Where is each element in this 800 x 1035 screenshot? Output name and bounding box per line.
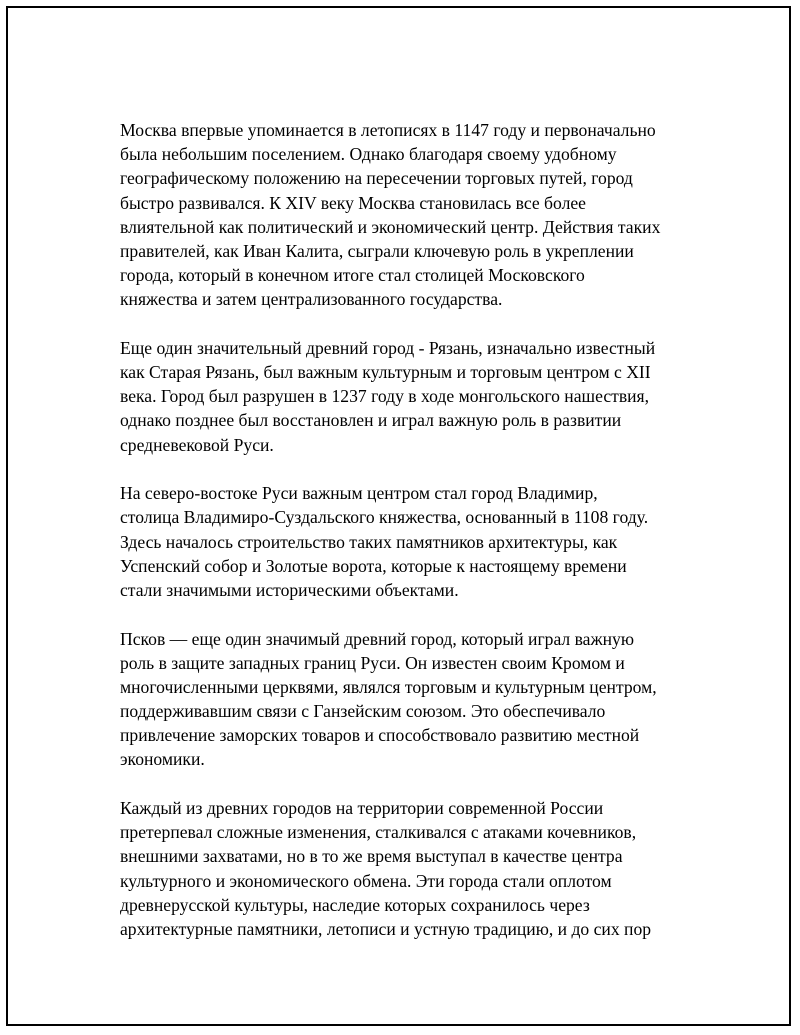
paragraph-ancient-cities xyxy=(120,796,720,941)
paragraph-ryazan xyxy=(120,336,720,457)
text-line: Успенский собор и Золотые ворота, которые к настоящему времени xyxy=(120,555,627,576)
text-line: привлечение заморских товаров и способствовало развитию местной xyxy=(120,725,640,746)
text-line: быстро развивался. К XIV веку Москва становилась все более xyxy=(120,192,586,213)
text-line: претерпевал сложные изменения, сталкивался с атаками кочевников, xyxy=(120,822,637,843)
text-line: поддерживавшим связи с Ганзейским союзом. Это обеспечивало xyxy=(120,701,606,722)
text-line: правителей, как Иван Калита, сыграли ключевую роль в укреплении xyxy=(120,240,634,261)
text-line: архитектурные памятники, летописи и устную традицию, и до сих пор xyxy=(120,919,652,939)
page-frame xyxy=(6,6,791,1026)
text-line: века. Город был разрушен в 1237 году в ходе монгольского нашествия, xyxy=(120,386,650,407)
text-line: Москва впервые упоминается в летописях в 1147 году и первоначально xyxy=(120,120,656,140)
paragraph-vladimir xyxy=(120,481,720,602)
document-body xyxy=(120,118,720,966)
text-line: была небольшим поселением. Однако благодаря своему удобному xyxy=(120,144,617,165)
text-line: Еще один значительный древний город - Рязань, изначально известный xyxy=(120,337,656,358)
paragraph-moscow xyxy=(120,118,720,312)
text-line: столица Владимиро-Суздальского княжества, основанный в 1108 году. xyxy=(120,507,649,528)
text-line: влиятельной как политический и экономический центр. Действия таких xyxy=(120,216,661,237)
text-line: княжества и затем централизованного государства. xyxy=(120,289,503,310)
text-line: однако позднее был восстановлен и играл важную роль в развитии xyxy=(120,410,622,431)
text-line: древнерусской культуры, наследие которых сохранилось через xyxy=(120,894,590,915)
text-line: культурного и экономического обмена. Эти города стали оплотом xyxy=(120,870,612,891)
text-line: роль в защите западных границ Руси. Он известен своим Кромом и xyxy=(120,652,625,673)
text-line: экономики. xyxy=(120,749,205,770)
text-line: многочисленными церквями, являлся торговым и культурным центром, xyxy=(120,676,657,697)
text-line: стали значимыми историческими объектами. xyxy=(120,579,459,600)
text-line: Псков — еще один значимый древний город, который играл важную xyxy=(120,628,634,649)
text-line: города, который в конечном итоге стал столицей Московского xyxy=(120,265,585,286)
text-line: внешними захватами, но в то же время выступал в качестве центра xyxy=(120,846,623,867)
text-line: средневековой Руси. xyxy=(120,434,274,455)
text-line: как Старая Рязань, был важным культурным и торговым центром с XII xyxy=(120,362,651,383)
text-line: На северо-востоке Руси важным центром стал город Владимир, xyxy=(120,483,598,504)
text-line: Каждый из древних городов на территории современной России xyxy=(120,798,604,819)
text-line: Здесь началось строительство таких памятников архитектуры, как xyxy=(120,531,618,552)
paragraph-pskov xyxy=(120,627,720,772)
text-line: географическому положению на пересечении торговых путей, город xyxy=(120,168,633,189)
